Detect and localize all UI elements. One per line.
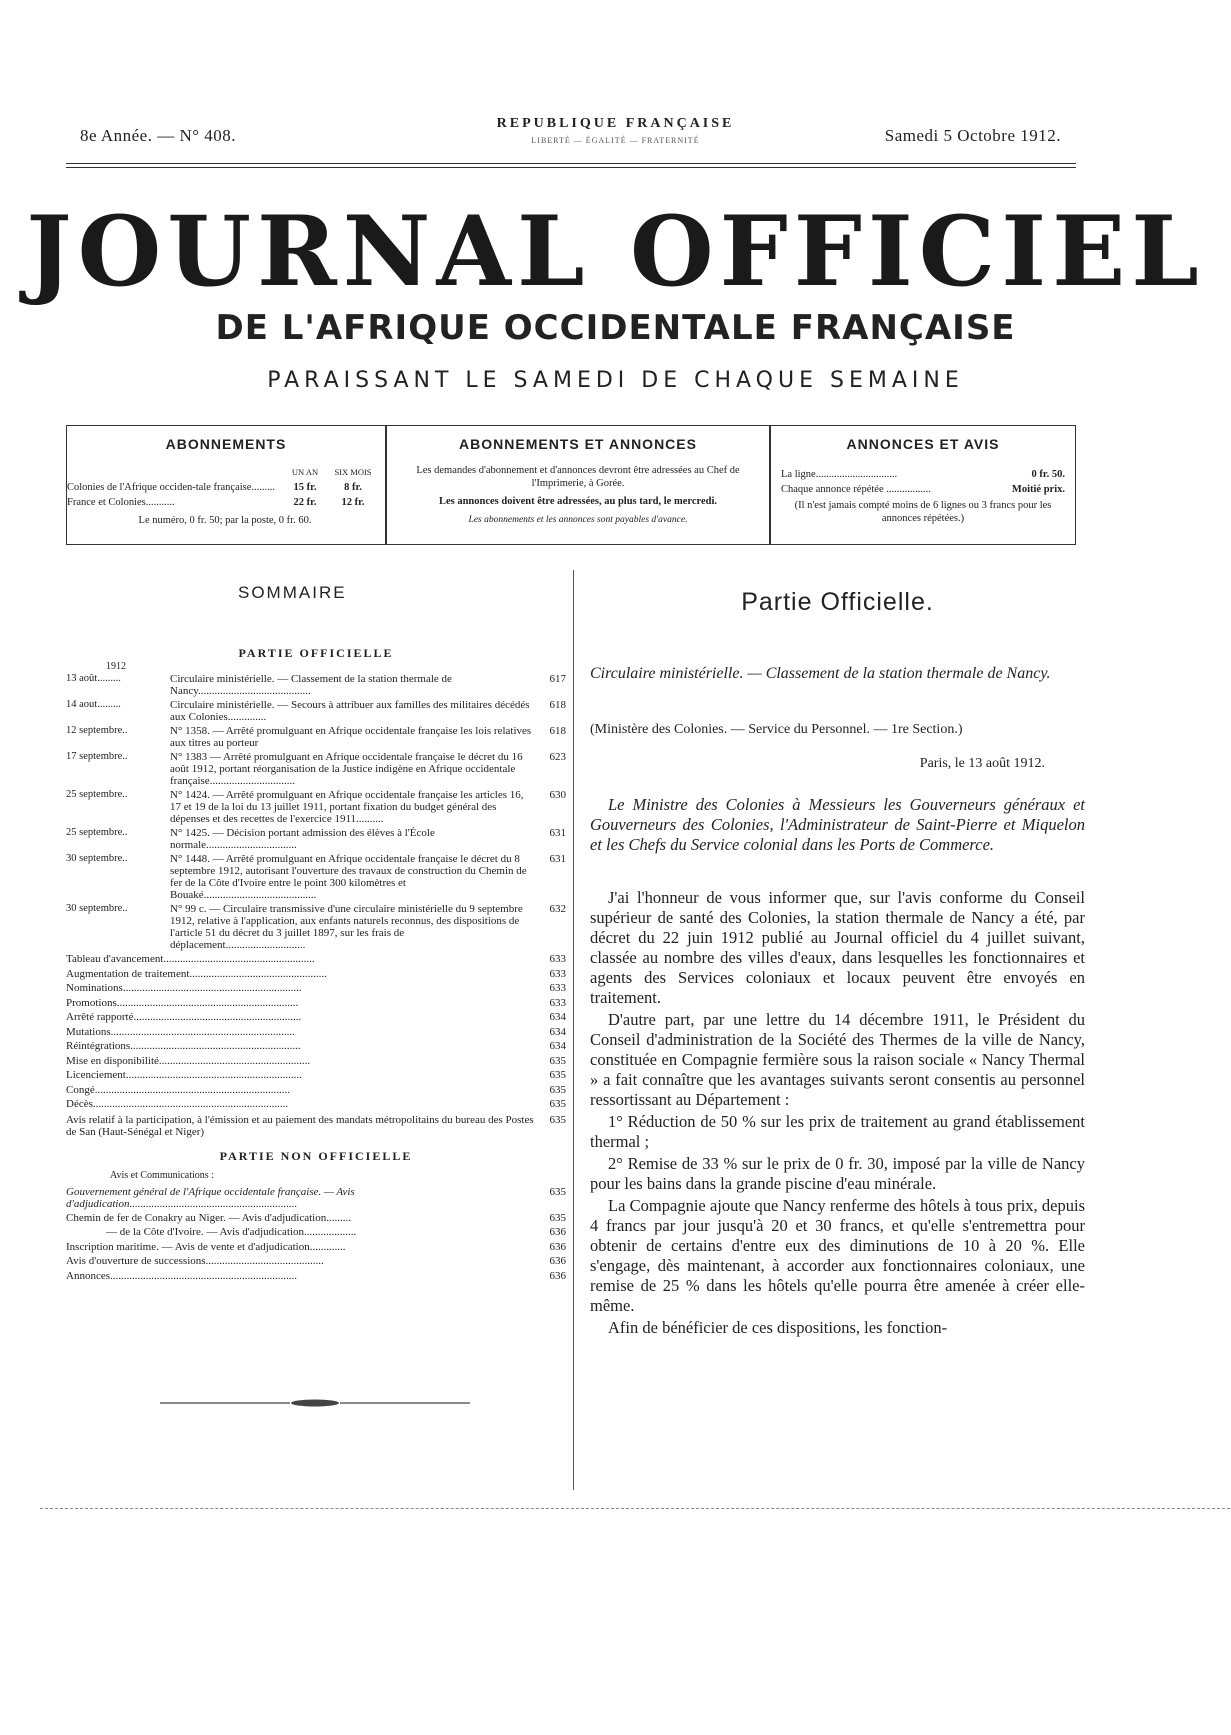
sommaire-non-off-entry[interactable]: — de la Côte d'Ivoire. — Avis d'adjudication................... 636 xyxy=(106,1226,566,1238)
sommaire-short-entry[interactable]: Promotions.................................................................. 633 xyxy=(66,996,566,1009)
sommaire-non-off-entry[interactable]: Chemin de fer de Conakry au Niger. — Avis d'adjudication......... 635 xyxy=(66,1211,566,1224)
abonnements-annonces-box xyxy=(386,425,770,545)
journal-title: JOURNAL OFFICIEL xyxy=(26,195,1205,308)
article-paragraph: Afin de bénéficier de ces dispositions, les fonction- xyxy=(608,1318,948,1337)
sommaire-short-entry[interactable]: Augmentation de traitement.................................................. 633 xyxy=(66,967,566,980)
circulaire-title: Circulaire ministérielle. — Classement de la station thermale de Nancy. xyxy=(590,665,1051,682)
sommaire-short-entry[interactable]: Mutations................................................................... 634 xyxy=(66,1025,566,1038)
sommaire-entry[interactable]: 14 aout......... Circulaire ministérielle. — Secours à attribuer aux familles des militaires décédés aux Colonies.............. 618 xyxy=(66,699,566,723)
ministere-line: (Ministère des Colonies. — Service du Personnel. — 1re Section.) xyxy=(590,722,963,737)
sommaire-non-off-entry[interactable]: Inscription maritime. — Avis de vente et d'adjudication............. 636 xyxy=(66,1240,566,1253)
republic-motto: LIBERTÉ — ÉGALITÉ — FRATERNITÉ xyxy=(531,136,700,145)
issue-number: 8e Année. — N° 408. xyxy=(80,126,237,145)
header-rule-thin xyxy=(66,167,1076,168)
annonces-avis-box xyxy=(770,425,1076,545)
partie-non-officielle-heading: PARTIE NON OFFICIELLE xyxy=(219,1148,413,1163)
annonces-avis-title: ANNONCES ET AVIS xyxy=(846,436,1000,452)
ornament-divider xyxy=(160,1398,470,1408)
sommaire-list xyxy=(66,673,566,1284)
abonnements-annonces-line3: Les abonnements et les annonces sont payables d'avance. xyxy=(468,515,688,525)
sommaire-short-entry[interactable]: Licenciement................................................................ 635 xyxy=(66,1069,566,1081)
numero-price: Le numéro, 0 fr. 50; par la poste, 0 fr. 60. xyxy=(138,515,312,526)
sommaire-short-entry[interactable]: Réintégrations.............................................................. 634 xyxy=(66,1040,566,1052)
abonnements-title: ABONNEMENTS xyxy=(165,436,287,452)
journal-tagline: PARAISSANT LE SAMEDI DE CHAQUE SEMAINE xyxy=(267,368,964,393)
article-paragraph: 2° Remise de 33 % sur le prix de 0 fr. 30, imposé par la ville de Nancy pour les bains dans la grande piscine d'eau minérale. xyxy=(590,1154,1085,1193)
sommaire-short-entry[interactable]: Mise en disponibilité....................................................... 635 xyxy=(66,1054,566,1067)
article-paragraph: La Compagnie ajoute que Nancy renferme des hôtels à tous prix, depuis 4 francs par jour jusqu'à 20 et 30 francs, et qu'elle s'entremettra pour obtenir de certains d'entre eux des diminutions de 10 à 20 %. Elle s'engage, dès maintenant, à accorder aux fonctionnaires coloniaux, une remise de 25 % dans les hôtels qu'elle pourra être amenée à créer elle-même. xyxy=(590,1196,1085,1315)
article-paragraph: J'ai l'honneur de vous informer que, sur l'avis conforme du Conseil supérieur de santé des Colonies, la station thermale de Nancy a été, par décret du 22 juin 1912 publié au Journal officiel du 4 juillet suivant, classée au nombre des villes d'eaux, dans lesquelles les fonctionnaires et agents des Services coloniaux et locaux peuvent être envoyés en traitement. xyxy=(590,888,1085,1007)
sommaire-non-off-entry[interactable]: Gouvernement général de l'Afrique occidentale française. — Avis d'adjudication............................................................. 635 xyxy=(66,1185,566,1210)
sommaire-short-entry[interactable]: Arrêté rapporté............................................................. 634 xyxy=(66,1011,566,1023)
sommaire-entry[interactable]: 13 août......... Circulaire ministérielle. — Classement de la station thermale de Nancy......................................... 617 xyxy=(66,673,566,697)
sommaire-short-entry[interactable]: Nominations................................................................. 633 xyxy=(66,982,566,994)
sommaire-short-entry[interactable]: Congé....................................................................... 635 xyxy=(66,1083,566,1096)
abonnement-row-france: France et Colonies........... 22 fr. 12 fr. xyxy=(67,497,365,508)
col-un-an: UN AN xyxy=(291,467,319,477)
sommaire-entry[interactable]: 25 septembre.. N° 1425. — Décision portant admission des élèves à l'École normale................................. 631 xyxy=(66,827,566,851)
sommaire-short-entry[interactable]: Décès....................................................................... 635 xyxy=(66,1098,566,1110)
col-six-mois: SIX MOIS xyxy=(334,467,372,477)
partie-officielle-title: Partie Officielle. xyxy=(741,588,934,616)
abonnements-annonces-line1: Les demandes d'abonnement et d'annonces devront être adressées au Chef de l'Imprimerie, à Gorée. xyxy=(416,465,740,489)
sommaire-non-off-entry[interactable]: Annonces.................................................................... 636 xyxy=(66,1269,566,1282)
partie-officielle-heading: PARTIE OFFICIELLE xyxy=(238,646,394,660)
article-paragraph: 1° Réduction de 50 % sur les prix de traitement au grand établissement thermal ; xyxy=(590,1112,1085,1151)
journal-subtitle: DE L'AFRIQUE OCCIDENTALE FRANÇAISE xyxy=(215,308,1016,348)
sommaire-short-entry[interactable]: Tableau d'avancement....................................................... 633 xyxy=(66,953,566,965)
sommaire-year: 1912 xyxy=(106,661,126,672)
abonnements-box xyxy=(66,425,386,545)
abonnements-annonces-line2: Les annonces doivent être adressées, au plus tard, le mercredi. xyxy=(438,496,718,507)
column-divider xyxy=(573,570,574,1490)
header-rule xyxy=(66,163,1076,164)
sommaire-avis-entry[interactable]: Avis relatif à la participation, à l'émission et au paiement des mandats métropolitains du bureau des Postes de San (Haut-Sénégal et Niger) 635 xyxy=(66,1113,566,1138)
sommaire-entry[interactable]: 30 septembre.. N° 99 c. — Circulaire transmissive d'une circulaire ministérielle du 9 septembre 1912, relative à l'application, aux enfants naturels reconnus, des dispositions de l'article 51 du décret du 3 juillet 1897, sur les frais de déplacement............................. 632 xyxy=(66,903,566,951)
avis-communications-label: Avis et Communications : xyxy=(110,1169,214,1181)
article-address: Le Ministre des Colonies à Messieurs les Gouverneurs généraux et Gouverneurs des Colonies, l'Administrateur de Saint-Pierre et Miquelon et les Chefs du Service colonial dans les Ports de Commerce. xyxy=(590,795,1085,854)
annonces-note: (Il n'est jamais compté moins de 6 lignes ou 3 francs pour les annonces répétées.) xyxy=(794,500,1052,524)
annonces-row-ligne: La ligne............................... 0 fr. 50. xyxy=(781,469,1065,480)
sommaire-entry[interactable]: 12 septembre.. N° 1358. — Arrêté promulguant en Afrique occidentale française les lois relatives aux titres au porteur 618 xyxy=(66,725,566,749)
sommaire-entry[interactable]: 25 septembre.. N° 1424. — Arrêté promulguant en Afrique occidentale française les articles 16, 17 et 19 de la loi du 13 juillet 1911, portant fixation du budget général des dépenses et des recettes de l'exercice 1911.......... 630 xyxy=(66,789,566,825)
article-date: Paris, le 13 août 1912. xyxy=(919,756,1045,771)
article-body xyxy=(590,888,1085,1340)
sommaire-non-off-entry[interactable]: Avis d'ouverture de successions........................................... 636 xyxy=(66,1255,566,1267)
sommaire-entry[interactable]: 17 septembre.. N° 1383 — Arrêté promulguant en Afrique occidentale française le décret du 16 août 1912, portant réorganisation de la Justice indigène en Afrique occidentale française............................... 623 xyxy=(66,751,566,787)
sommaire-title: SOMMAIRE xyxy=(238,583,347,602)
abonnements-annonces-title: ABONNEMENTS ET ANNONCES xyxy=(459,436,697,452)
issue-date: Samedi 5 Octobre 1912. xyxy=(884,126,1061,145)
article-paragraph: D'autre part, par une lettre du 14 décembre 1911, le Président du Conseil d'administration de la Société des Thermes de la ville de Nancy, constituée en Compagnie fermière sous la raison sociale « Nancy Thermal » a fait connaître que les avantages suivants seront consentis au personnel ressortissant au Département : xyxy=(590,1010,1085,1109)
sommaire-entry[interactable]: 30 septembre.. N° 1448. — Arrêté promulguant en Afrique occidentale française le décret du 8 septembre 1912, autorisant l'ouverture des travaux de construction du Chemin de fer de la Côte d'Ivoire entre le point 300 kilomètres et Bouaké......................................... 631 xyxy=(66,853,566,901)
scan-edge-line xyxy=(40,1508,1230,1509)
republic-heading: REPUBLIQUE FRANÇAISE xyxy=(496,116,735,131)
annonces-row-repetee: Chaque annonce répétée ................. Moitié prix. xyxy=(781,484,1065,495)
abonnement-row-colonies: Colonies de l'Afrique occiden-tale française......... 15 fr. 8 fr. xyxy=(67,482,362,493)
